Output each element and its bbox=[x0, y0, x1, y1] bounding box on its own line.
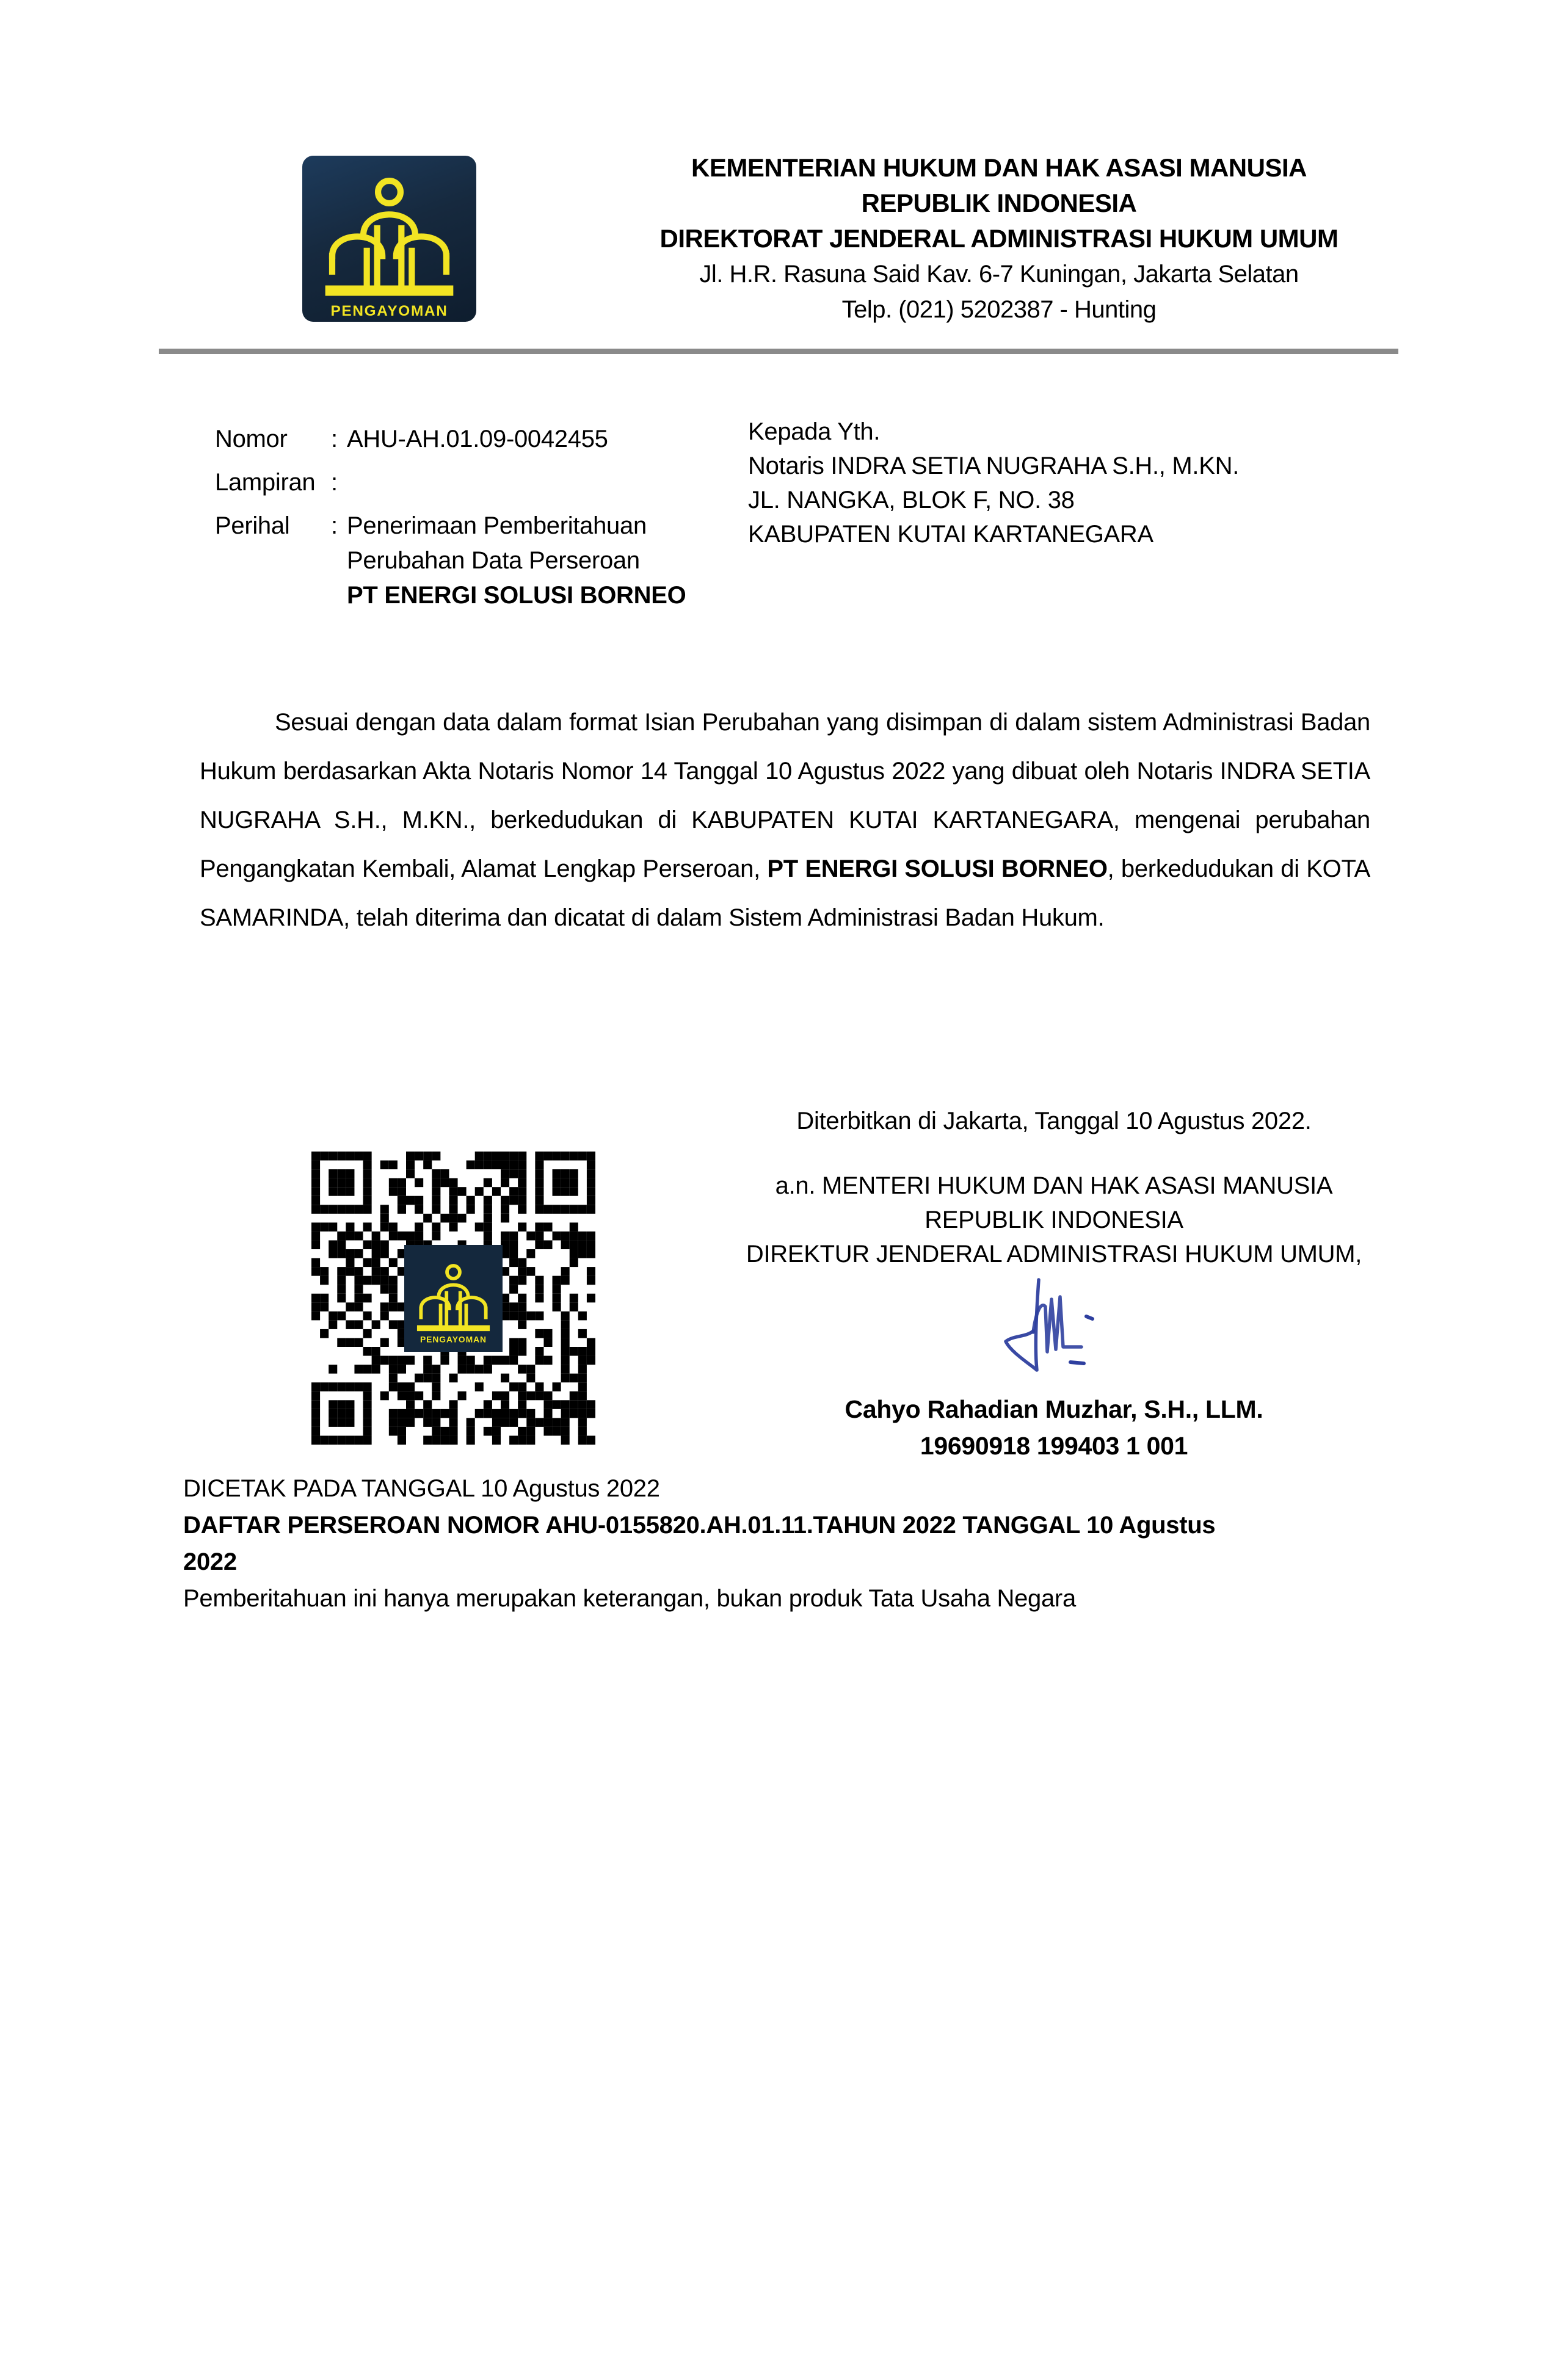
recipient-name: Notaris INDRA SETIA NUGRAHA S.H., M.KN. bbox=[748, 452, 1240, 479]
qr-code bbox=[311, 1152, 595, 1445]
signer-nip: 19690918 199403 1 001 bbox=[920, 1432, 1188, 1460]
nomor-colon: : bbox=[331, 426, 338, 452]
perihal-colon: : bbox=[331, 512, 338, 539]
letterhead-ministry: KEMENTERIAN HUKUM DAN HAK ASASI MANUSIA bbox=[691, 153, 1307, 182]
signature-strokes-icon bbox=[992, 1276, 1114, 1392]
footer-register-line1: DAFTAR PERSEROAN NOMOR AHU-0155820.AH.01.11.TAHUN 2022 TANGGAL 10 Agustus bbox=[183, 1512, 1216, 1539]
lampiran-label: Lampiran bbox=[215, 469, 316, 496]
perihal-company-name: PT ENERGI SOLUSI BORNEO bbox=[347, 582, 686, 609]
issued-line: Diterbitkan di Jakarta, Tanggal 10 Agustus 2022. bbox=[796, 1108, 1312, 1134]
lampiran-value bbox=[347, 465, 738, 500]
perihal-line1: Penerimaan Pemberitahuan bbox=[347, 512, 647, 539]
director-line: DIREKTUR JENDERAL ADMINISTRASI HUKUM UMUM, bbox=[746, 1241, 1362, 1268]
letterhead-directorate: DIREKTORAT JENDERAL ADMINISTRASI HUKUM UMUM bbox=[659, 224, 1339, 253]
body-company-name: PT ENERGI SOLUSI BORNEO bbox=[767, 855, 1108, 882]
qr-pengayoman-emblem-icon bbox=[404, 1152, 503, 1445]
letter-meta bbox=[215, 422, 752, 622]
letterhead-divider bbox=[159, 349, 1398, 354]
meta-row-perihal bbox=[215, 509, 752, 613]
meta-row-lampiran bbox=[215, 465, 752, 500]
signer-block bbox=[708, 1391, 1400, 1464]
footer-disclaimer: Pemberitahuan ini hanya merupakan keterangan, bukan produk Tata Usaha Negara bbox=[183, 1585, 1076, 1612]
letterhead-phone: Telp. (021) 5202387 - Hunting bbox=[841, 296, 1157, 323]
letterhead bbox=[598, 150, 1400, 327]
body-text-2: , berkedudukan di KOTA SAMARINDA, telah diterima dan dicatat di dalam Sistem Administrasi Badan Hukum. bbox=[200, 855, 1370, 931]
on-behalf-line: a.n. MENTERI HUKUM DAN HAK ASASI MANUSIA bbox=[775, 1172, 1333, 1199]
recipient-address2: KABUPATEN KUTAI KARTANEGARA bbox=[748, 521, 1153, 548]
recipient-salutation: Kepada Yth. bbox=[748, 418, 881, 445]
perihal-value bbox=[347, 509, 738, 613]
perihal-label: Perihal bbox=[215, 512, 290, 539]
recipient-address1: JL. NANGKA, BLOK F, NO. 38 bbox=[748, 487, 1075, 513]
lampiran-colon: : bbox=[331, 469, 338, 496]
letterhead-address: Jl. H.R. Rasuna Said Kav. 6-7 Kuningan, Jakarta Selatan bbox=[699, 261, 1299, 288]
nomor-label: Nomor bbox=[215, 426, 288, 452]
letterhead-republic: REPUBLIK INDONESIA bbox=[861, 189, 1137, 217]
ministry-logo bbox=[302, 156, 476, 322]
body-paragraph bbox=[200, 698, 1370, 942]
republic-line: REPUBLIK INDONESIA bbox=[924, 1206, 1183, 1233]
footer-register-line2: 2022 bbox=[183, 1548, 237, 1575]
footer-printed-line: DICETAK PADA TANGGAL 10 Agustus 2022 bbox=[183, 1475, 660, 1502]
nomor-value: AHU-AH.01.09-0042455 bbox=[347, 426, 608, 452]
signature-image bbox=[992, 1276, 1114, 1392]
qr-center-logo bbox=[404, 1245, 503, 1352]
pengayoman-emblem-icon bbox=[302, 156, 476, 322]
meta-row-nomor bbox=[215, 422, 752, 457]
signer-name: Cahyo Rahadian Muzhar, S.H., LLM. bbox=[845, 1395, 1263, 1423]
body-text-1: Sesuai dengan data dalam format Isian Perubahan yang disimpan di dalam sistem Administrasi Badan Hukum berdasarkan Akta Notaris Nomor 14 Tanggal 10 Agustus 2022 yang dibuat oleh Notaris INDRA SETIA NUGRAHA S.H., M.KN., berkedudukan di KABUPATEN KUTAI KARTANEGARA, mengenai perubahan Pengangkatan Kembali, Alamat Lengkap Perseroan, bbox=[200, 709, 1370, 882]
on-behalf-block bbox=[708, 1169, 1400, 1271]
footer-block bbox=[183, 1470, 1380, 1617]
perihal-line2: Perubahan Data Perseroan bbox=[347, 547, 640, 574]
recipient-block bbox=[748, 415, 1420, 551]
